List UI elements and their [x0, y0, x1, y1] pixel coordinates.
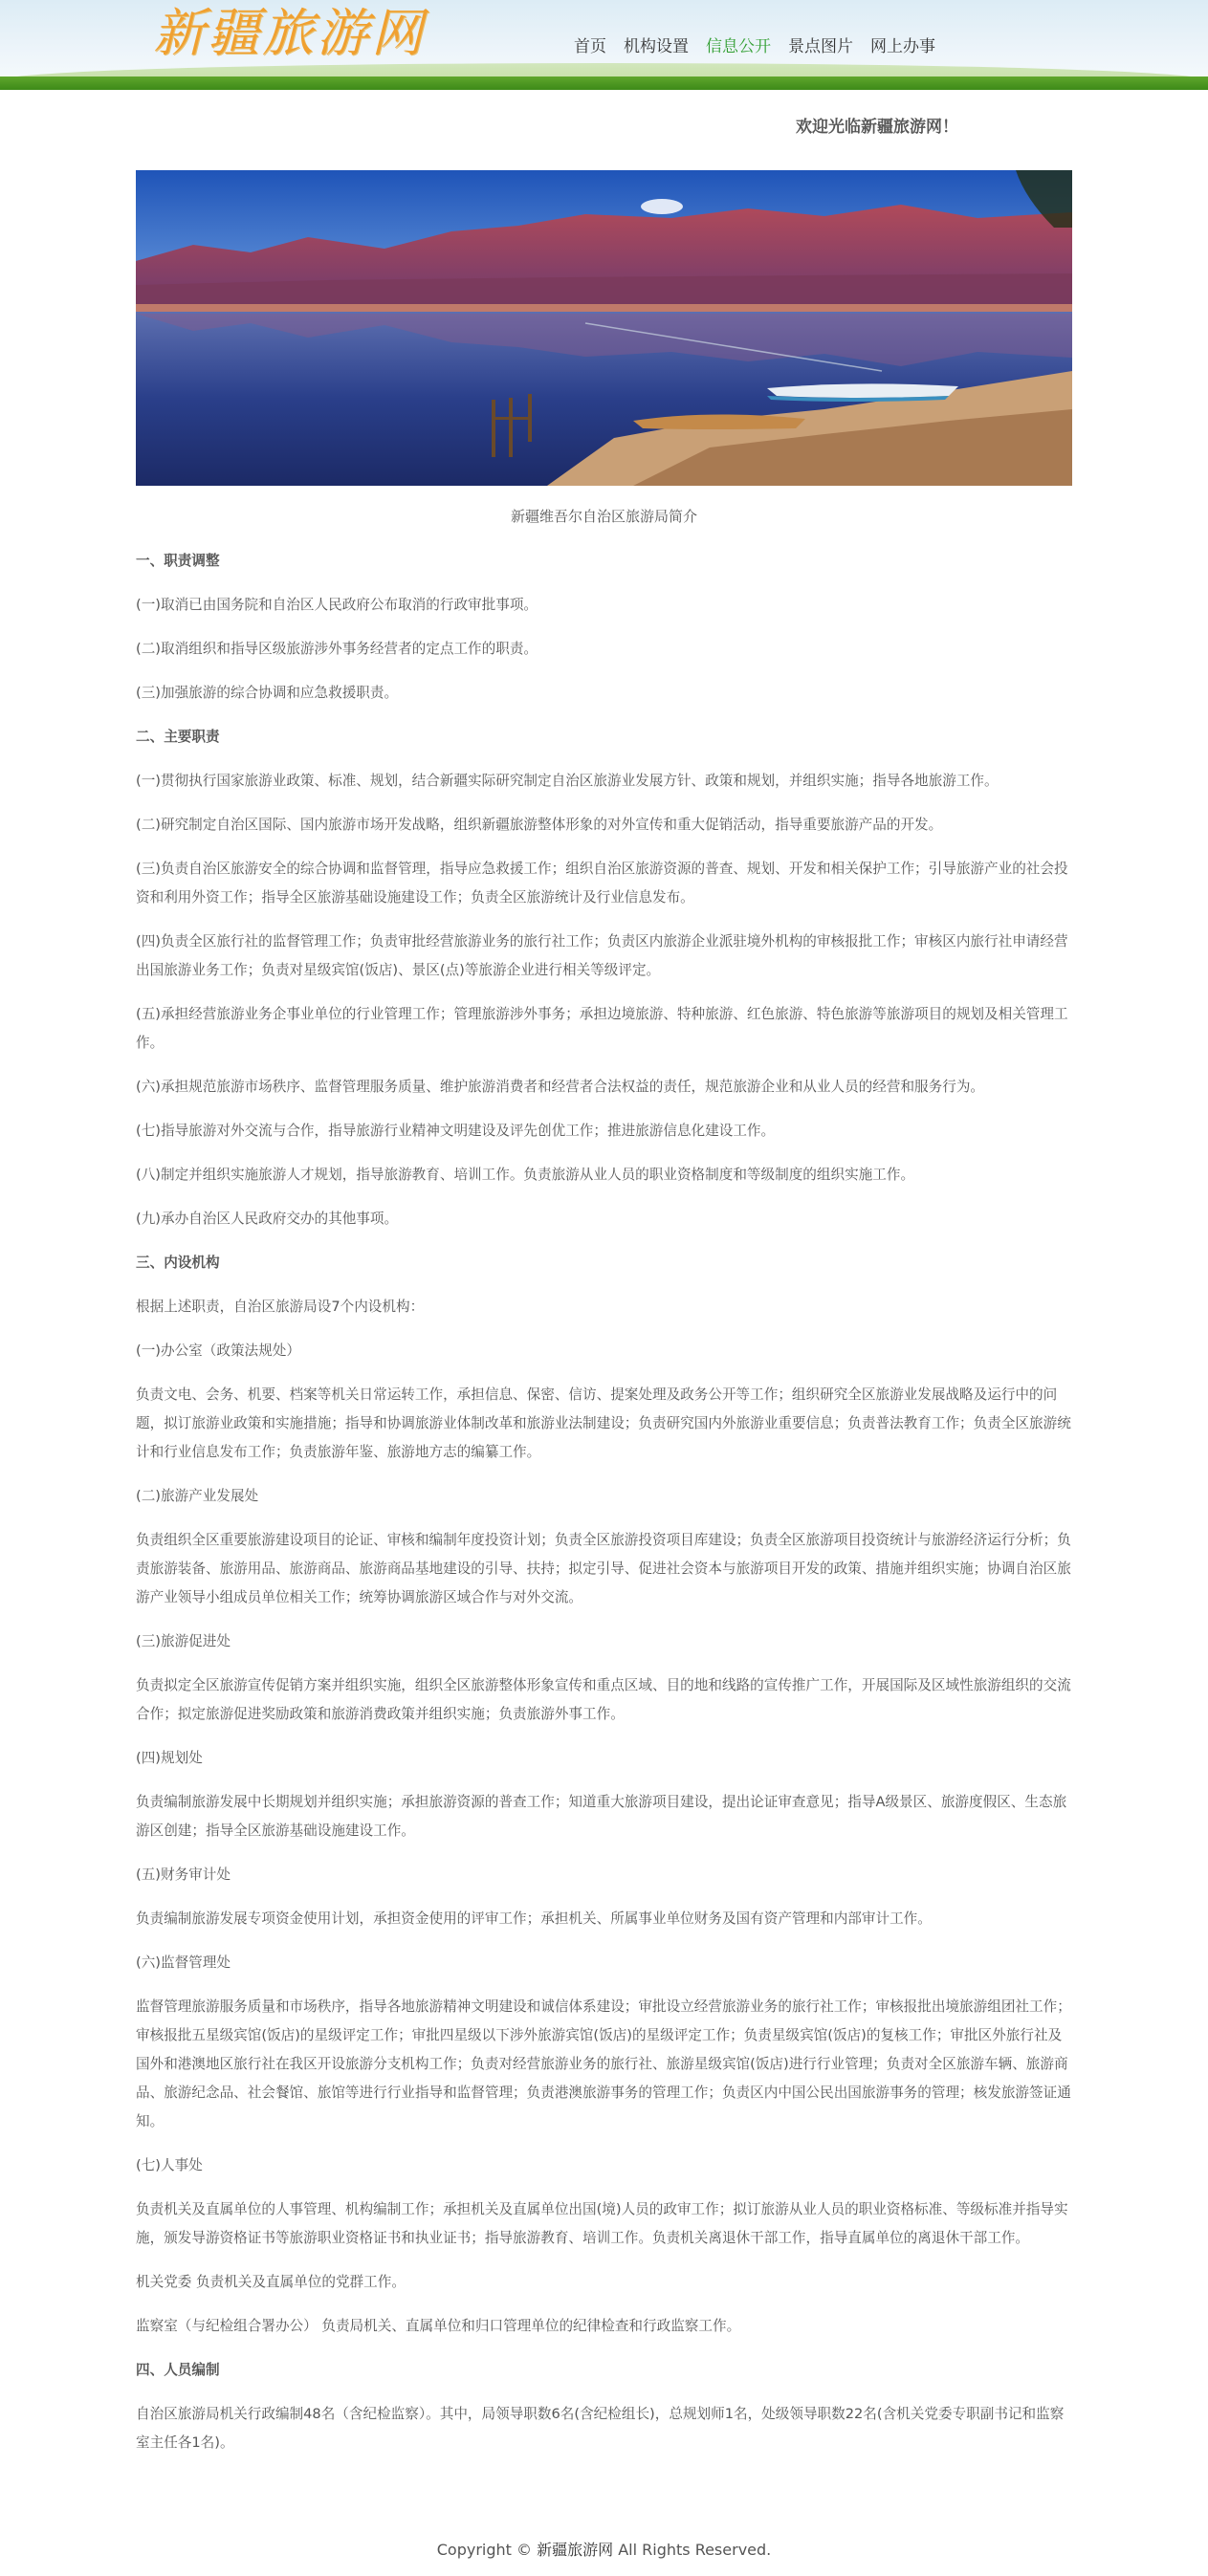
nav-item-scenic-photos[interactable]: 景点图片 [788, 37, 853, 56]
content-paragraph: (四)规划处 [136, 1750, 203, 1766]
nav-item-organization[interactable]: 机构设置 [624, 37, 689, 56]
site-header [0, 0, 1208, 90]
banner-caption: 新疆维吾尔自治区旅游局简介 [510, 508, 697, 525]
content-paragraph: 负责机关及直属单位的人事管理、机构编制工作；承担机关及直属单位出国(境)人员的政审工作；拟订旅游从业人员的职业资格标准、等级标准并指导实施，颁发导游资格证书等旅游职业资格证书和执业证书；指导旅游教育、培训工作。负责机关离退休干部工作，指导直属单位的离退休干部工作。 [136, 2201, 1068, 2246]
header-green-bar [0, 76, 1208, 90]
footer-copyright-prefix: Copyright © [436, 2541, 538, 2559]
content-paragraph: (四)负责全区旅行社的监督管理工作；负责审批经营旅游业务的旅行社工作；负责区内旅游企业派驻境外机构的审核报批工作；审核区内旅行社申请经营出国旅游业务工作；负责对星级宾馆(饭店)、景区(点)等旅游企业进行相关等级评定。 [136, 933, 1068, 978]
welcome-text: 欢迎光临新疆旅游网！ [796, 118, 958, 137]
footer-rights: All Rights Reserved. [613, 2541, 772, 2559]
page-footer [0, 2538, 1208, 2560]
article-content [136, 547, 1072, 2473]
content-paragraph: 负责文电、会务、机要、档案等机关日常运转工作，承担信息、保密、信访、提案处理及政务公开等工作；组织研究全区旅游业发展战略及运行中的问题，拟订旅游业政策和实施措施；指导和协调旅游业体制改革和旅游业法制建设；负责研究国内外旅游业重要信息；负责普法教育工作；负责全区旅游统计和行业信息发布工作；负责旅游年鉴、旅游地方志的编纂工作。 [136, 1386, 1071, 1460]
footer-site-link[interactable]: 新疆旅游网 [537, 2541, 614, 2559]
content-paragraph: (二)取消组织和指导区级旅游涉外事务经营者的定点工作的职责。 [136, 641, 538, 657]
section-heading: 四、人员编制 [136, 2362, 220, 2378]
content-paragraph: 负责组织全区重要旅游建设项目的论证、审核和编制年度投资计划；负责全区旅游投资项目库建设；负责全区旅游项目投资统计与旅游经济运行分析；负责旅游装备、旅游用品、旅游商品、旅游商品基地建设的引导、扶持；拟定引导、促进社会资本与旅游项目开发的政策、措施并组织实施；协调自治区旅游产业领导小组成员单位相关工作；统筹协调旅游区域合作与对外交流。 [136, 1532, 1071, 1605]
content-paragraph: (三)旅游促进处 [136, 1633, 231, 1649]
content-paragraph: (五)财务审计处 [136, 1867, 231, 1883]
content-paragraph: (一)贯彻执行国家旅游业政策、标准、规划，结合新疆实际研究制定自治区旅游业发展方针、政策和规划，并组织实施；指导各地旅游工作。 [136, 773, 999, 789]
content-paragraph: (一)办公室（政策法规处） [136, 1343, 300, 1359]
content-paragraph: (一)取消已由国务院和自治区人民政府公布取消的行政审批事项。 [136, 597, 538, 613]
content-paragraph: 监督管理旅游服务质量和市场秩序，指导各地旅游精神文明建设和诚信体系建设；审批设立经营旅游业务的旅行社工作；审核报批出境旅游组团社工作；审核报批五星级宾馆(饭店)的星级评定工作；审批四星级以下涉外旅游宾馆(饭店)的星级评定工作；负责星级宾馆(饭店)的复核工作；审批区外旅行社及国外和港澳地区旅行社在我区开设旅游分支机构工作；负责对经营旅游业务的旅行社、旅游星级宾馆(饭店)进行行业管理；负责对全区旅游车辆、旅游商品、旅游纪念品、社会餐馆、旅馆等进行行业指导和监督管理；负责港澳旅游事务的管理工作；负责区内中国公民出国旅游事务的管理；核发旅游签证通知。 [136, 1998, 1071, 2129]
content-paragraph: 负责拟定全区旅游宣传促销方案并组织实施，组织全区旅游整体形象宣传和重点区域、目的地和线路的宣传推广工作，开展国际及区域性旅游组织的交流合作；拟定旅游促进奖励政策和旅游消费政策并组织实施；负责旅游外事工作。 [136, 1677, 1071, 1722]
content-paragraph: (三)负责自治区旅游安全的综合协调和监督管理，指导应急救援工作；组织自治区旅游资源的普查、规划、开发和相关保护工作；引导旅游产业的社会投资和利用外资工作；指导全区旅游基础设施建设工作；负责全区旅游统计及行业信息发布。 [136, 861, 1068, 906]
content-paragraph: 负责编制旅游发展中长期规划并组织实施；承担旅游资源的普查工作；知道重大旅游项目建设，提出论证审查意见；指导A级景区、旅游度假区、生态旅游区创建；指导全区旅游基础设施建设工作。 [136, 1794, 1067, 1839]
content-paragraph: 自治区旅游局机关行政编制48名（含纪检监察）。其中，局领导职数6名(含纪检组长)，总规划师1名，处级领导职数22名(含机关党委专职副书记和监察室主任各1名)。 [136, 2406, 1065, 2451]
section-heading: 三、内设机构 [136, 1255, 220, 1271]
nav-item-home[interactable]: 首页 [574, 37, 606, 56]
content-paragraph: (五)承担经营旅游业务企事业单位的行业管理工作；管理旅游涉外事务；承担边境旅游、特种旅游、红色旅游、特色旅游等旅游项目的规划及相关管理工作。 [136, 1006, 1068, 1051]
section-heading: 二、主要职责 [136, 729, 220, 745]
nav-item-info-disclosure[interactable]: 信息公开 [706, 37, 771, 56]
content-paragraph: (六)监督管理处 [136, 1954, 231, 1971]
section-heading: 一、职责调整 [136, 553, 220, 569]
site-logo[interactable]: 新疆旅游网 [153, 3, 426, 63]
content-paragraph: (二)研究制定自治区国际、国内旅游市场开发战略，组织新疆旅游整体形象的对外宣传和重大促销活动，指导重要旅游产品的开发。 [136, 817, 943, 833]
content-paragraph: 根据上述职责，自治区旅游局设7个内设机构： [136, 1299, 425, 1315]
content-paragraph: (三)加强旅游的综合协调和应急救援职责。 [136, 685, 399, 701]
main-nav [574, 33, 953, 56]
content-paragraph: (六)承担规范旅游市场秩序、监督管理服务质量、维护旅游消费者和经营者合法权益的责任，规范旅游企业和从业人员的经营和服务行为。 [136, 1079, 985, 1095]
content-paragraph: (八)制定并组织实施旅游人才规划，指导旅游教育、培训工作。负责旅游从业人员的职业资格制度和等级制度的组织实施工作。 [136, 1167, 915, 1183]
content-paragraph: 监察室（与纪检组合署办公） 负责局机关、直属单位和归口管理单位的纪律检查和行政监察工作。 [136, 2318, 741, 2334]
content-paragraph: 机关党委 负责机关及直属单位的党群工作。 [136, 2274, 406, 2290]
banner-image [136, 170, 1072, 486]
nav-item-online-services[interactable]: 网上办事 [870, 37, 935, 56]
content-paragraph: (九)承办自治区人民政府交办的其他事项。 [136, 1211, 399, 1227]
content-paragraph: 负责编制旅游发展专项资金使用计划，承担资金使用的评审工作；承担机关、所属事业单位财务及国有资产管理和内部审计工作。 [136, 1910, 932, 1927]
content-paragraph: (七)指导旅游对外交流与合作，指导旅游行业精神文明建设及评先创优工作；推进旅游信息化建设工作。 [136, 1123, 776, 1139]
content-paragraph: (七)人事处 [136, 2157, 203, 2173]
content-paragraph: (二)旅游产业发展处 [136, 1488, 259, 1504]
